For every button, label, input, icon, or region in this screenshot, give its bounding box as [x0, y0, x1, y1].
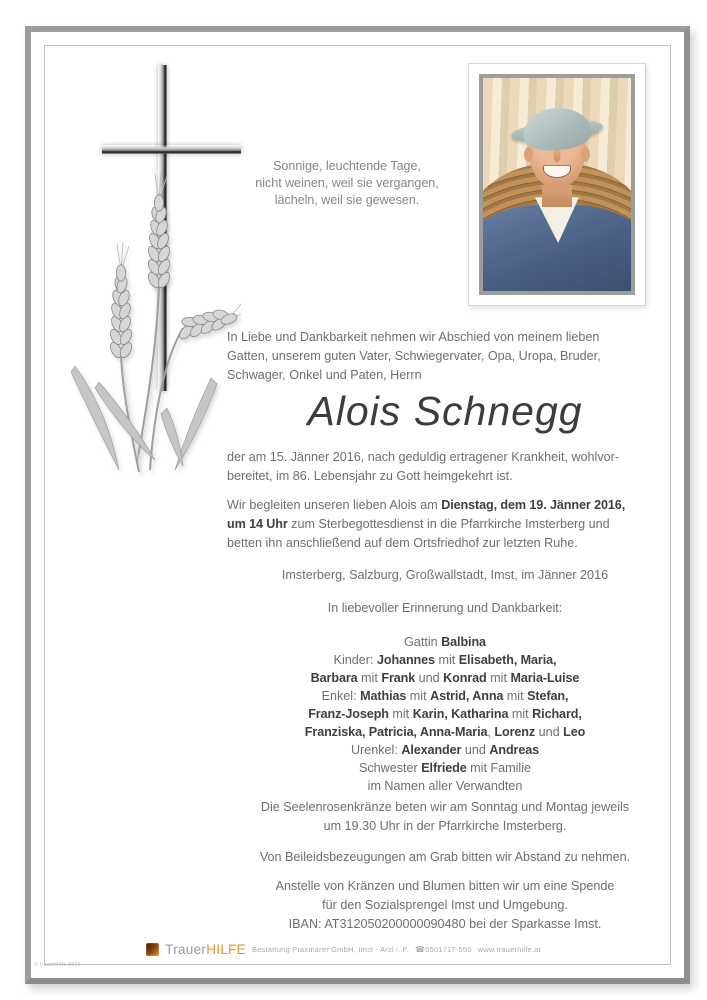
funeral-home-phone: ☎0501717-550 — [415, 945, 472, 954]
portrait-photo-image — [479, 74, 635, 295]
trauerhilfe-logo-icon — [146, 943, 159, 956]
funeral-paragraph: Wir begleiten unseren lieben Alois am Dienstag, dem 19. Jänner 2016, um 14 Uhr zum Sterbegottesdienst in die Pfarrkirche Imsterberg und betten ihn anschließend auf dem Ortsfriedhof zur letzten Ruhe. — [227, 498, 626, 550]
funeral-home-footer — [17, 942, 670, 957]
phone-icon: ☎ — [415, 945, 426, 954]
trauerhilfe-brand: TrauerHILFE — [165, 942, 246, 957]
donation-notice: Anstelle von Kränzen und Blumen bitten wir um eine Spende für den Sozialsprengel Imst und Umgebung. IBAN: AT312050200000090480 bei der Sparkasse Imst. — [275, 879, 615, 931]
rosary-notice: Die Seelenrosenkränze beten wir am Sonntag und Montag jeweils um 19.30 Uhr in der Pfarrkirche Imsterberg. — [260, 800, 630, 833]
funeral-home-company: Bestattung Praxmarer GmbH, Imst - Arzl i. P. — [251, 945, 410, 954]
intro-paragraph: In Liebe und Dankbarkeit nehmen wir Abschied von meinem lieben Gatten, unserem guten Vater, Schwiegervater, Opa, Uropa, Bruder, Schwager, Onkel und Paten, Herrn — [227, 330, 601, 382]
fine-print: © trauerhilfe 2016 — [34, 962, 82, 968]
remembrance-line: In liebevoller Erinnerung und Dankbarkeit: — [327, 601, 563, 615]
memorial-quote: Sonnige, leuchtende Tage, nicht weinen, weil sie vergangen, lächeln, weil sie gewesen. — [255, 159, 439, 207]
passing-paragraph: der am 15. Jänner 2016, nach geduldig ertragener Krankheit, wohlvor- bereitet, im 86. Lebensjahr zu Gott heimgekehrt ist. — [227, 450, 620, 483]
cross-icon — [102, 145, 241, 154]
wheat-icon — [59, 170, 241, 482]
condolence-notice: Von Beileidsbezeugungen am Grab bitten wir Abstand zu nehmen. — [259, 850, 631, 864]
deceased-name: Alois Schnegg — [307, 388, 583, 434]
memorial-card-page — [25, 26, 690, 984]
family-list: Gattin Balbina Kinder: Johannes mit Elisabeth, Maria, Barbara mit Frank und Konrad mit Maria-Luise Enkel: Mathias mit Astrid, Anna mit Stefan, Franz-Joseph mit Karin, Katharina mit Richard, Franziska, Patricia, Anna-Maria, Lorenz und Leo Urenkel: Alexander und Andreas Schwester Elfriede mit Familie im Namen aller Verwandten — [304, 635, 586, 793]
places-date-line: Imsterberg, Salzburg, Großwallstadt, Imst, im Jänner 2016 — [281, 568, 609, 582]
portrait-photo — [468, 63, 646, 306]
funeral-home-website: www.trauerhilfe.at — [477, 945, 541, 954]
